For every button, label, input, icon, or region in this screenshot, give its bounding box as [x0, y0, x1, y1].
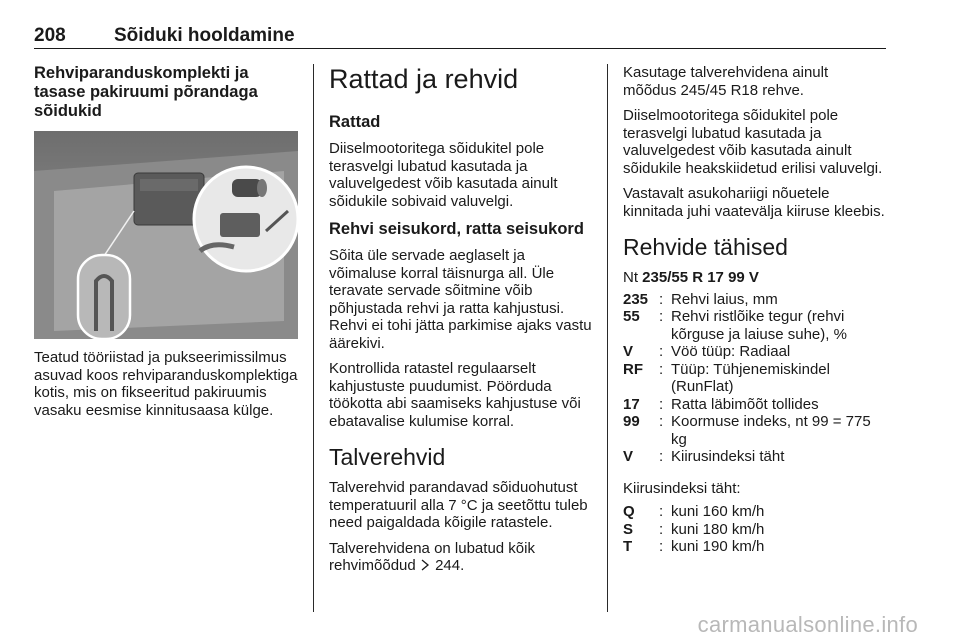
row-colon: : [659, 290, 664, 308]
example-prefix: Nt [623, 269, 643, 286]
paragraph-wheels: Diiselmootoritega sõidukitel pole terasvelgi lubatud kasutada ja valuvelgedest võib kasutada ainult sõidukile sobivaid valuvelgi. [329, 140, 558, 210]
trunk-tire-repair-kit-illustration [34, 131, 298, 339]
row-colon: : [659, 308, 664, 325]
column-1 [34, 64, 298, 427]
paragraph-winter-1: Talverehvid parandavad sõiduohutust temperatuuril alla 7 °C ja seetõttu tuleb need paigaldada kõigile ratastele. [329, 479, 588, 531]
row-description: Rehvi ristlõike tegur (rehvi kõrguse ja laiuse suhe), % [671, 308, 847, 343]
row-key: 55 [623, 308, 640, 325]
paragraph-inspection: Kontrollida ratastel regulaarselt kahjustuste puudumist. Pöörduda töökotta abi saamiseks kahjustuse või ebatavalise kulumise korral. [329, 360, 581, 430]
section-heading-kit: Rehviparanduskomplekti ja tasase pakiruumi põrandaga sõidukid [34, 64, 258, 120]
paragraph-speed-sticker: Vastavalt asukohariigi nõuetele kinnitada juhi vaatevälja kiiruse kleebis. [623, 185, 885, 220]
example-code-line [623, 269, 885, 287]
page-reference[interactable]: 244. [435, 557, 465, 574]
column-divider-1 [313, 64, 314, 612]
row-colon: : [659, 503, 664, 520]
row-key: T [623, 538, 633, 555]
row-description: Koormuse indeks, nt 99 = 775 kg [671, 413, 871, 448]
speed-index-row [623, 521, 764, 539]
chapter-title: Sõiduki hooldamine [114, 25, 295, 46]
paragraph-winter-2 [329, 540, 593, 575]
row-colon: : [659, 343, 664, 360]
speed-index-intro: Kiirusindeksi täht: [623, 479, 741, 497]
watermark: carmanualsonline.info [697, 612, 918, 637]
column-3 [623, 64, 885, 570]
row-description: Ratta läbimõõt tollides [671, 395, 819, 413]
subheading-wheels: Rattad [329, 113, 381, 131]
paragraph-curbs: Sõita üle servade aeglaselt ja võimaluse korral täisnurga all. Üle teravate servade sõitmine võib põhjustada rehvi ja ratta kahjustusi. Rehvi ei tohi jätta parkimise ajaks vastu äärekivi. [329, 247, 592, 352]
row-colon: : [659, 538, 664, 555]
row-description: kuni 190 km/h [671, 538, 765, 555]
row-key: RF [623, 360, 643, 378]
column-divider-2 [607, 64, 608, 612]
tire-marking-row [623, 448, 885, 466]
column-2 [329, 64, 593, 583]
tire-marking-row [623, 308, 885, 343]
row-key: V [623, 343, 634, 360]
tire-marking-row [623, 291, 885, 309]
row-colon: : [659, 520, 664, 538]
row-colon: : [659, 395, 664, 413]
paragraph-diesel-rims: Diiselmootoritega sõidukitel pole terasvelgi lubatud kasutada ja valuvelgedest võib kasutada ainult sõidukile heakskiidetud erilisi valuvelgi. [623, 107, 883, 177]
row-key: 99 [623, 413, 640, 430]
row-description: kuni 160 km/h [671, 503, 765, 520]
row-colon: : [659, 448, 664, 465]
kit-description: Teatud tööriistad ja pukseerimissilmus asuvad koos rehviparanduskomplektiga kotis, mis on fikseeritud pakiruumis vasaku eesmise kinnitusaasa külge. [34, 349, 298, 419]
subheading-tire-condition: Rehvi seisukord, ratta seisukord [329, 220, 584, 238]
row-description: Tüüp: Tühjenemiskindel (RunFlat) [671, 360, 830, 395]
tire-marking-row [623, 413, 885, 448]
row-key: 17 [623, 395, 640, 413]
row-key: S [623, 520, 634, 538]
row-colon: : [659, 413, 664, 430]
page-number: 208 [34, 25, 66, 46]
tire-marking-row [623, 361, 885, 396]
speed-index-row [623, 538, 764, 556]
tire-marking-table [623, 291, 885, 466]
row-colon: : [659, 360, 664, 378]
reference-arrow-icon [420, 559, 431, 571]
row-key: Q [623, 503, 635, 520]
page-header [34, 26, 886, 49]
speed-index-table [623, 503, 764, 556]
row-description: Vöö tüüp: Radiaal [671, 343, 791, 360]
tire-marking-row [623, 343, 885, 361]
row-key: V [623, 448, 634, 465]
row-description: Rehvi laius, mm [671, 290, 778, 308]
row-description: kuni 180 km/h [671, 520, 765, 538]
title-winter-tires: Talverehvid [329, 444, 446, 470]
main-title-wheels-tires: Rattad ja rehvid [329, 64, 519, 94]
tire-marking-row [623, 396, 885, 414]
example-code: 235/55 R 17 99 V [642, 269, 759, 286]
speed-index-row [623, 503, 764, 521]
winter-sizes-text: Talverehvidena on lubatud kõik rehvimõõdud [329, 539, 535, 574]
row-description: Kiirusindeksi täht [671, 448, 785, 465]
row-key: 235 [623, 290, 649, 308]
title-tire-markings: Rehvide tähised [623, 234, 788, 260]
paragraph-winter-size: Kasutage talverehvidena ainult mõõdus 245/45 R18 rehve. [623, 64, 829, 99]
